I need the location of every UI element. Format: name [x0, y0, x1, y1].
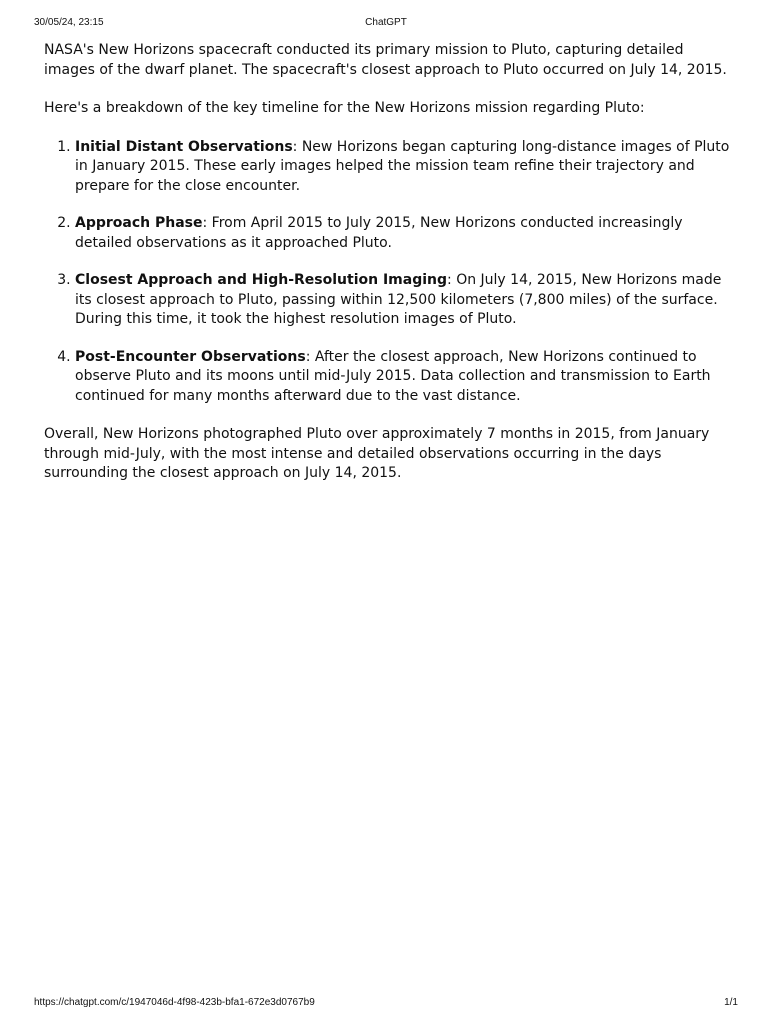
page-number: 1/1 [724, 997, 738, 1008]
list-item [75, 138, 734, 197]
conclusion-paragraph: Overall, New Horizons photographed Pluto over approximately 7 months in 2015, from January through mid-July, with the most intense and detailed observations occurring in the days surrounding the closest approach on July 14, 2015. [44, 426, 710, 481]
list-item [75, 214, 734, 253]
list-item-heading: Initial Distant Observations [75, 138, 293, 155]
chat-response [44, 41, 734, 503]
print-header [34, 17, 738, 29]
print-page-title: ChatGPT [365, 17, 407, 28]
print-datetime: 30/05/24, 23:15 [34, 17, 104, 28]
list-item-text: : On July 14, 2015, New Horizons made its closest approach to Pluto, passing within 12,500 kilometers (7,800 miles) of the surface. During this time, it took the highest resolution images of Pluto. [75, 272, 722, 327]
list-item [75, 348, 734, 407]
print-url: https://chatgpt.com/c/1947046d-4f98-423b-bfa1-672e3d0767b9 [34, 997, 315, 1008]
list-item-text: : From April 2015 to July 2015, New Horizons conducted increasingly detailed observations as it approached Pluto. [75, 215, 683, 251]
lead-in-paragraph: Here's a breakdown of the key timeline for the New Horizons mission regarding Pluto: [44, 100, 645, 116]
list-item [75, 271, 734, 330]
list-item-text: : After the closest approach, New Horizons continued to observe Pluto and its moons until mid-July 2015. Data collection and transmission to Earth continued for many months afterward due to the vast distance. [75, 348, 711, 404]
list-item-heading: Approach Phase [75, 215, 203, 231]
list-item-heading: Closest Approach and High-Resolution Imaging [75, 272, 448, 288]
list-item-text: : New Horizons began capturing long-distance images of Pluto in January 2015. These early images helped the mission team refine their trajectory and prepare for the close encounter. [75, 138, 730, 194]
intro-paragraph: NASA's New Horizons spacecraft conducted its primary mission to Pluto, capturing detailed images of the dwarf planet. The spacecraft's closest approach to Pluto occurred on July 14, 2015. [44, 42, 727, 78]
timeline-list [44, 138, 734, 407]
list-item-heading: Post-Encounter Observations [75, 348, 306, 365]
print-footer [34, 997, 738, 1009]
